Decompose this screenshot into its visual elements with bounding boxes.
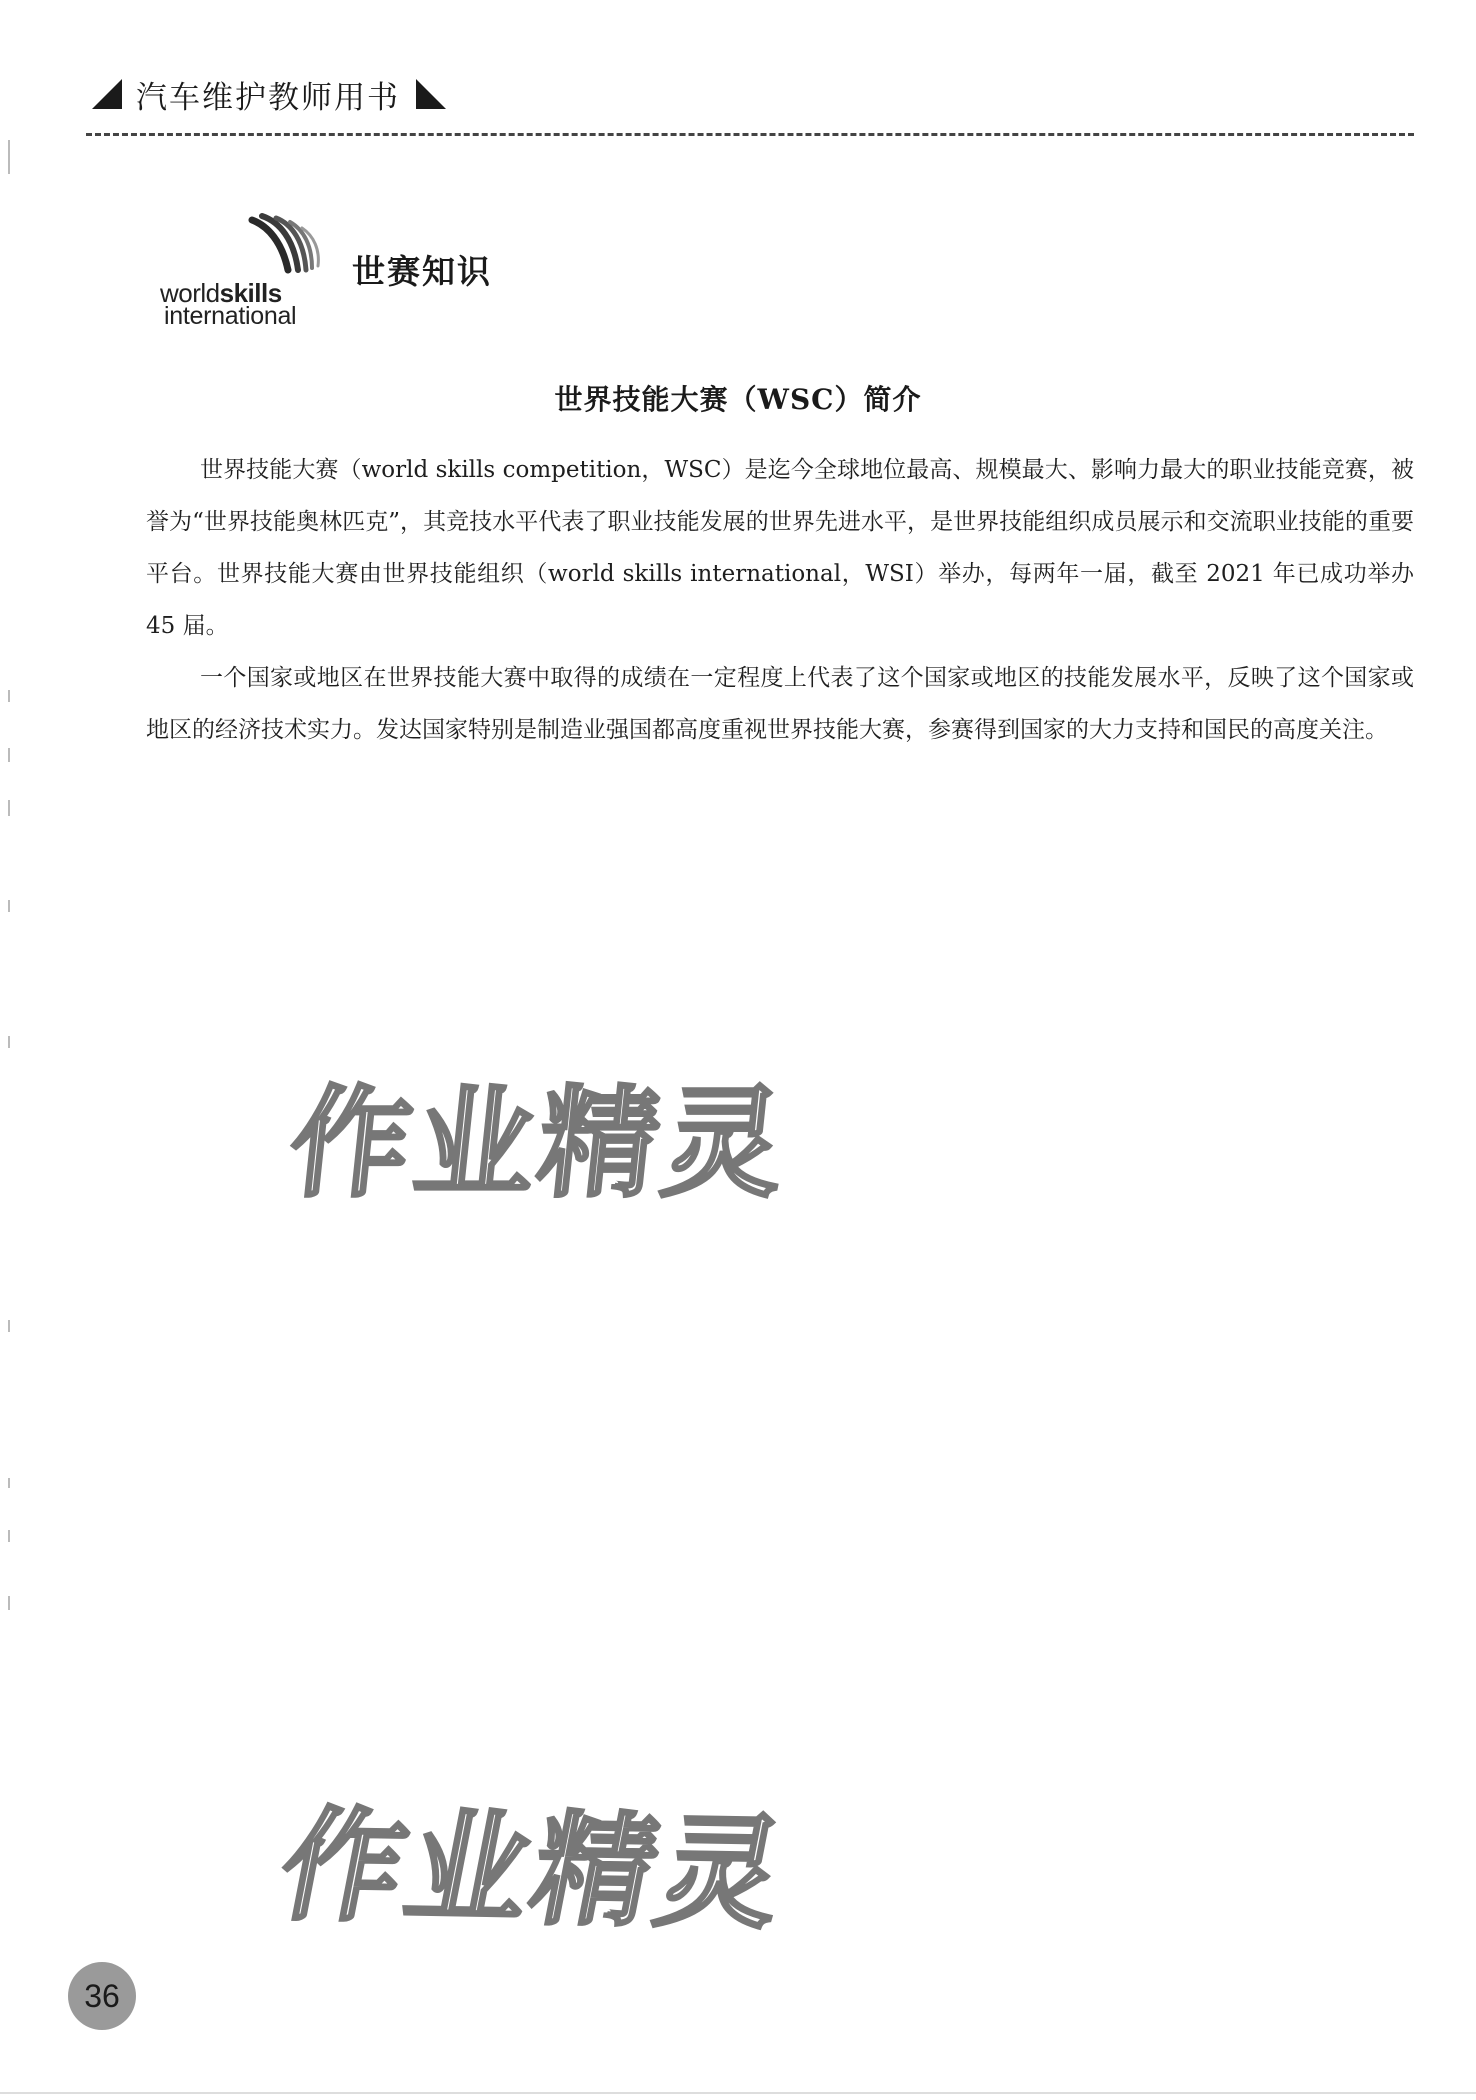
header-divider xyxy=(86,133,1414,136)
logo-text-line2: international xyxy=(164,302,297,330)
left-margin-marks xyxy=(8,0,14,2100)
running-header xyxy=(92,72,446,116)
article-title: 世界技能大赛（WSC）简介 xyxy=(554,383,922,416)
paragraph-2: 一个国家或地区在世界技能大赛中取得的成绩在一定程度上代表了这个国家或地区的技能发展水平，反映了这个国家或地区的经济技术实力。发达国家特别是制造业强国都高度重视世界技能大赛，参赛得到国家的大力支持和国民的高度关注。 xyxy=(146,665,1414,743)
article-body xyxy=(146,444,1414,756)
worldskills-logo xyxy=(160,212,332,330)
book-title: 汽车维护教师用书 xyxy=(136,79,400,116)
page-number: 36 xyxy=(68,1962,136,2030)
section-label: 世赛知识 xyxy=(352,252,492,291)
watermark-1: 作业精灵 xyxy=(283,1075,795,1214)
bottom-edge xyxy=(0,2092,1476,2094)
paragraph-1: 世界技能大赛（world skills competition，WSC）是迄今全球地位最高、规模最大、影响力最大的职业技能竞赛，被誉为“世界技能奥林匹克”，其竞技水平代表了职业技能发展的世界先进水平，是世界技能组织成员展示和交流职业技能的重要平台。世界技能大赛由世界技能组织（world skills international，WSI）举办，每两年一届，截至 2021 年已成功举办 45 届。 xyxy=(146,457,1414,639)
triangle-left-icon xyxy=(92,79,122,109)
worldskills-swirl-icon xyxy=(248,212,328,278)
watermark-2: 作业精灵 xyxy=(269,1794,799,1946)
triangle-right-icon xyxy=(416,79,446,109)
logo-text-line1: worldskills xyxy=(160,278,282,308)
